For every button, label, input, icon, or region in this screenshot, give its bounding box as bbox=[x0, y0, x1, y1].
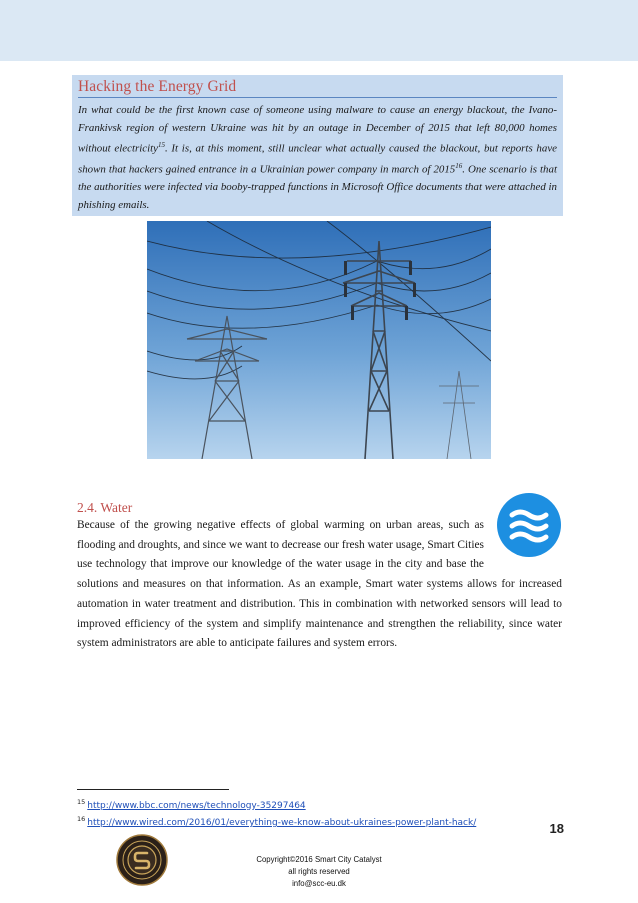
callout-text-part-3: . One scenario is that the authorities were infected via booby-trapped functions in Microsoft Office documents that were attached in phishing emails. bbox=[78, 163, 557, 211]
smart-city-catalyst-logo bbox=[116, 834, 168, 886]
footnote-number: 16 bbox=[77, 815, 86, 823]
callout-text-part-1: In what could be the first known case of someone using malware to cause an energy blackout, the Ivano-Frankivsk region of western Ukraine was hit by an outage in December of 2015 that left 80,000 homes without electricity bbox=[78, 104, 557, 155]
section-title-water: 2.4. Water bbox=[77, 500, 133, 515]
footnote-divider bbox=[77, 789, 229, 790]
footnote-link-16[interactable]: http://www.wired.com/2016/01/everything-we-know-about-ukraines-power-plant-hack/ bbox=[87, 818, 477, 828]
footnote-15 bbox=[77, 796, 476, 813]
header-band bbox=[0, 0, 638, 61]
footnote-ref-16[interactable]: 16 bbox=[455, 162, 463, 171]
section-body bbox=[77, 516, 562, 654]
footnote-number: 15 bbox=[77, 798, 86, 806]
copyright-line: Copyright©2016 Smart City Catalyst bbox=[256, 855, 382, 864]
power-lines-photo bbox=[147, 221, 491, 459]
contact-email[interactable]: info@scc-eu.dk bbox=[292, 879, 346, 888]
footnote-16 bbox=[77, 813, 476, 830]
page-number: 18 bbox=[549, 821, 564, 836]
footnote-link-15[interactable]: http://www.bbc.com/news/technology-35297464 bbox=[87, 801, 306, 811]
footer-copyright bbox=[239, 854, 399, 890]
callout-text-part-2: . It is, at this moment, still unclear what actually caused the blackout, but reports have shown that hackers gained entrance in a Ukrainian power company in march of 2015 bbox=[78, 142, 557, 176]
water-paragraph: Because of the growing negative effects of global warming on urban areas, such as flooding and droughts, and since we want to decrease our fresh water usage, Smart Cities use technology that improve our knowledge of the water usage in the city and base the solutions and measures on that information. As an example, Smart water systems allows for increased automation in water treatment and distribution. This in combination with networked sensors will lead to improved efficiency of the system and simplify maintenance and strengthen the reliability, since water system administrators are able to anticipate failures and system errors. bbox=[77, 519, 562, 650]
rights-line: all rights reserved bbox=[288, 867, 350, 876]
callout-title: Hacking the Energy Grid bbox=[78, 78, 557, 98]
callout-body bbox=[78, 102, 557, 214]
callout-box bbox=[72, 75, 563, 216]
footnotes bbox=[77, 796, 476, 830]
footnote-ref-15[interactable]: 15 bbox=[157, 141, 165, 149]
